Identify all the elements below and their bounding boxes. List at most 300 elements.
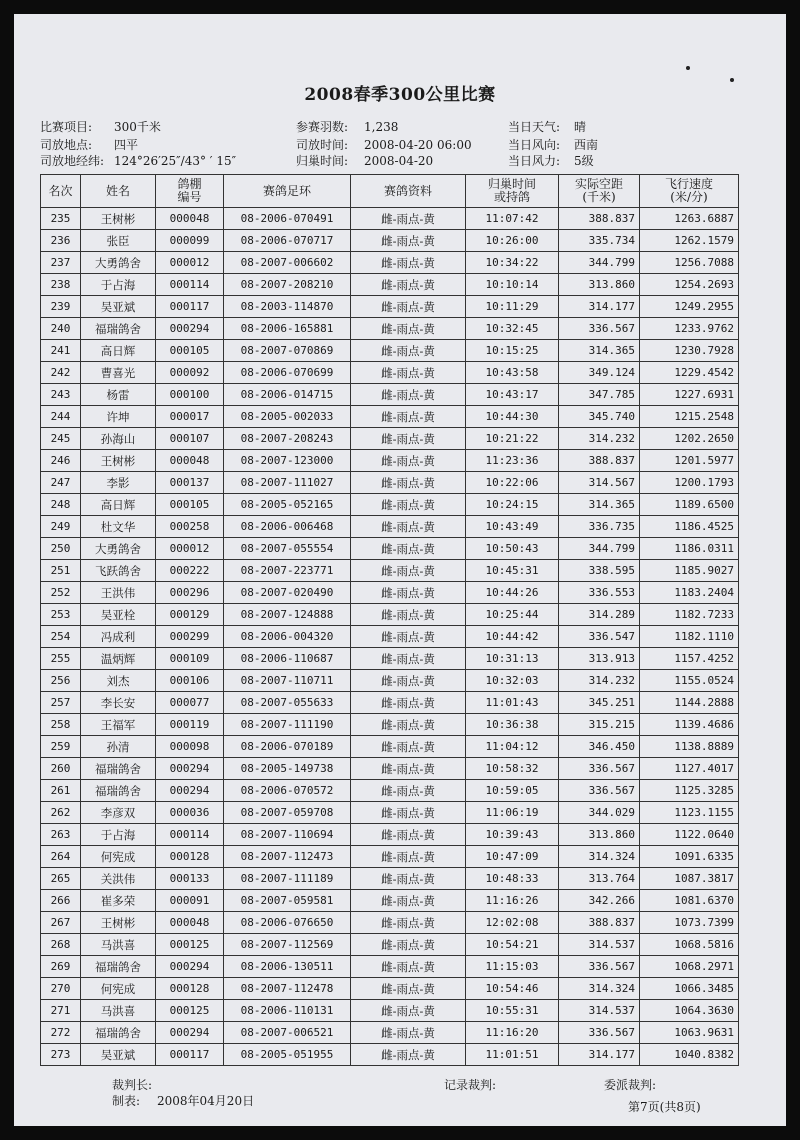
name-cell: 福瑞鸽舍	[81, 318, 156, 340]
info-value: 四平	[114, 138, 139, 152]
distance-cell: 314.289	[559, 604, 640, 626]
speed-cell: 1186.0311	[640, 538, 739, 560]
table-row	[41, 934, 739, 956]
arrival-time-cell: 11:01:51	[466, 1044, 559, 1066]
distance-cell: 336.735	[559, 516, 640, 538]
column-header: 赛鸽足环	[224, 175, 351, 208]
name-cell: 温炳辉	[81, 648, 156, 670]
name-cell: 飞跃鸽舍	[81, 560, 156, 582]
distance-cell: 344.799	[559, 252, 640, 274]
bird-info-cell: 雌-雨点-黄	[351, 384, 466, 406]
speed-cell: 1249.2955	[640, 296, 739, 318]
info-label: 归巢时间:	[296, 154, 349, 168]
loft-id-cell: 000128	[156, 846, 224, 868]
name-cell: 许坤	[81, 406, 156, 428]
loft-id-cell: 000109	[156, 648, 224, 670]
distance-cell: 336.567	[559, 1022, 640, 1044]
rank-cell: 235	[41, 208, 81, 230]
rank-cell: 262	[41, 802, 81, 824]
column-header: 实际空距 (千米)	[559, 175, 640, 208]
ring-cell: 08-2006-006468	[224, 516, 351, 538]
arrival-time-cell: 10:34:22	[466, 252, 559, 274]
name-cell: 王树彬	[81, 208, 156, 230]
speck-mark	[686, 66, 690, 70]
table-row	[41, 406, 739, 428]
arrival-time-cell: 10:24:15	[466, 494, 559, 516]
speed-cell: 1215.2548	[640, 406, 739, 428]
bird-info-cell: 雌-雨点-黄	[351, 604, 466, 626]
loft-id-cell: 000012	[156, 252, 224, 274]
info-label: 司放地经纬:	[40, 154, 105, 168]
speed-cell: 1068.2971	[640, 956, 739, 978]
arrival-time-cell: 10:43:17	[466, 384, 559, 406]
speed-cell: 1185.9027	[640, 560, 739, 582]
name-cell: 李长安	[81, 692, 156, 714]
bird-info-cell: 雌-雨点-黄	[351, 252, 466, 274]
table-row	[41, 648, 739, 670]
rank-cell: 238	[41, 274, 81, 296]
info-label: 司放时间:	[296, 138, 349, 152]
loft-id-cell: 000048	[156, 450, 224, 472]
ring-cell: 08-2007-006602	[224, 252, 351, 274]
distance-cell: 336.553	[559, 582, 640, 604]
arrival-time-cell: 10:54:46	[466, 978, 559, 1000]
rank-cell: 256	[41, 670, 81, 692]
ring-cell: 08-2006-014715	[224, 384, 351, 406]
loft-id-cell: 000092	[156, 362, 224, 384]
info-label: 参赛羽数:	[296, 120, 349, 134]
info-label: 当日天气:	[508, 120, 561, 134]
distance-cell: 344.799	[559, 538, 640, 560]
distance-cell: 314.232	[559, 670, 640, 692]
speed-cell: 1091.6335	[640, 846, 739, 868]
made-date: 2008年04月20日	[157, 1094, 255, 1108]
distance-cell: 314.232	[559, 428, 640, 450]
ring-cell: 08-2007-110711	[224, 670, 351, 692]
arrival-time-cell: 10:55:31	[466, 1000, 559, 1022]
table-row	[41, 846, 739, 868]
info-value: 2008-04-20 06:00	[364, 138, 472, 152]
arrival-time-cell: 10:11:29	[466, 296, 559, 318]
speed-cell: 1189.6500	[640, 494, 739, 516]
bird-info-cell: 雌-雨点-黄	[351, 890, 466, 912]
page-number: 第7页(共8页)	[628, 1100, 701, 1114]
arrival-time-cell: 11:16:26	[466, 890, 559, 912]
speed-cell: 1123.1155	[640, 802, 739, 824]
distance-cell: 313.860	[559, 274, 640, 296]
bird-info-cell: 雌-雨点-黄	[351, 934, 466, 956]
name-cell: 王洪伟	[81, 582, 156, 604]
table-body	[41, 208, 739, 1066]
ring-cell: 08-2006-070572	[224, 780, 351, 802]
distance-cell: 347.785	[559, 384, 640, 406]
info-value: 晴	[574, 120, 587, 134]
bird-info-cell: 雌-雨点-黄	[351, 450, 466, 472]
arrival-time-cell: 10:43:58	[466, 362, 559, 384]
distance-cell: 336.567	[559, 780, 640, 802]
column-header: 名次	[41, 175, 81, 208]
name-cell: 张臣	[81, 230, 156, 252]
distance-cell: 344.029	[559, 802, 640, 824]
arrival-time-cell: 11:07:42	[466, 208, 559, 230]
table-row	[41, 362, 739, 384]
speed-cell: 1087.3817	[640, 868, 739, 890]
table-row	[41, 252, 739, 274]
info-label: 当日风向:	[508, 138, 561, 152]
delegate-judge-label: 委派裁判:	[604, 1078, 657, 1092]
distance-cell: 314.567	[559, 472, 640, 494]
ring-cell: 08-2007-208210	[224, 274, 351, 296]
distance-cell: 338.595	[559, 560, 640, 582]
ring-cell: 08-2007-123000	[224, 450, 351, 472]
arrival-time-cell: 10:44:26	[466, 582, 559, 604]
table-row	[41, 1044, 739, 1066]
name-cell: 高日辉	[81, 340, 156, 362]
loft-id-cell: 000299	[156, 626, 224, 648]
arrival-time-cell: 10:21:22	[466, 428, 559, 450]
name-cell: 冯成利	[81, 626, 156, 648]
rank-cell: 241	[41, 340, 81, 362]
rank-cell: 261	[41, 780, 81, 802]
bird-info-cell: 雌-雨点-黄	[351, 428, 466, 450]
speed-cell: 1256.7088	[640, 252, 739, 274]
rank-cell: 258	[41, 714, 81, 736]
bird-info-cell: 雌-雨点-黄	[351, 670, 466, 692]
bird-info-cell: 雌-雨点-黄	[351, 538, 466, 560]
arrival-time-cell: 10:15:25	[466, 340, 559, 362]
rank-cell: 269	[41, 956, 81, 978]
rank-cell: 236	[41, 230, 81, 252]
bird-info-cell: 雌-雨点-黄	[351, 494, 466, 516]
name-cell: 吴亚栓	[81, 604, 156, 626]
table-row	[41, 824, 739, 846]
speed-cell: 1182.7233	[640, 604, 739, 626]
arrival-time-cell: 10:44:30	[466, 406, 559, 428]
name-cell: 吴亚斌	[81, 1044, 156, 1066]
bird-info-cell: 雌-雨点-黄	[351, 846, 466, 868]
rank-cell: 272	[41, 1022, 81, 1044]
name-cell: 孙海山	[81, 428, 156, 450]
distance-cell: 336.567	[559, 956, 640, 978]
ring-cell: 08-2007-111027	[224, 472, 351, 494]
arrival-time-cell: 10:39:43	[466, 824, 559, 846]
table-row	[41, 868, 739, 890]
rank-cell: 270	[41, 978, 81, 1000]
loft-id-cell: 000099	[156, 230, 224, 252]
arrival-time-cell: 10:32:45	[466, 318, 559, 340]
loft-id-cell: 000258	[156, 516, 224, 538]
table-row	[41, 956, 739, 978]
name-cell: 于占海	[81, 274, 156, 296]
bird-info-cell: 雌-雨点-黄	[351, 956, 466, 978]
table-row	[41, 296, 739, 318]
rank-cell: 242	[41, 362, 81, 384]
info-label: 比赛项目:	[40, 120, 93, 134]
rank-cell: 273	[41, 1044, 81, 1066]
arrival-time-cell: 10:31:13	[466, 648, 559, 670]
table-row	[41, 604, 739, 626]
speed-cell: 1182.1110	[640, 626, 739, 648]
name-cell: 杜文华	[81, 516, 156, 538]
speed-cell: 1200.1793	[640, 472, 739, 494]
arrival-time-cell: 10:10:14	[466, 274, 559, 296]
ring-cell: 08-2006-110131	[224, 1000, 351, 1022]
bird-info-cell: 雌-雨点-黄	[351, 516, 466, 538]
rank-cell: 260	[41, 758, 81, 780]
distance-cell: 314.324	[559, 846, 640, 868]
loft-id-cell: 000107	[156, 428, 224, 450]
table-row	[41, 384, 739, 406]
distance-cell: 314.537	[559, 934, 640, 956]
speed-cell: 1254.2693	[640, 274, 739, 296]
speed-cell: 1155.0524	[640, 670, 739, 692]
table-row	[41, 340, 739, 362]
ring-cell: 08-2007-208243	[224, 428, 351, 450]
loft-id-cell: 000091	[156, 890, 224, 912]
speed-cell: 1157.4252	[640, 648, 739, 670]
loft-id-cell: 000294	[156, 956, 224, 978]
name-cell: 福瑞鸽舍	[81, 780, 156, 802]
loft-id-cell: 000125	[156, 934, 224, 956]
rank-cell: 250	[41, 538, 81, 560]
bird-info-cell: 雌-雨点-黄	[351, 296, 466, 318]
loft-id-cell: 000048	[156, 912, 224, 934]
name-cell: 曹喜光	[81, 362, 156, 384]
table-row	[41, 1000, 739, 1022]
loft-id-cell: 000133	[156, 868, 224, 890]
distance-cell: 314.324	[559, 978, 640, 1000]
name-cell: 大勇鸽舍	[81, 252, 156, 274]
ring-cell: 08-2007-059708	[224, 802, 351, 824]
rank-cell: 271	[41, 1000, 81, 1022]
name-cell: 马洪喜	[81, 934, 156, 956]
loft-id-cell: 000294	[156, 780, 224, 802]
loft-id-cell: 000106	[156, 670, 224, 692]
name-cell: 李彦双	[81, 802, 156, 824]
arrival-time-cell: 10:43:49	[466, 516, 559, 538]
loft-id-cell: 000128	[156, 978, 224, 1000]
speed-cell: 1127.4017	[640, 758, 739, 780]
column-header: 姓名	[81, 175, 156, 208]
bird-info-cell: 雌-雨点-黄	[351, 560, 466, 582]
bird-info-cell: 雌-雨点-黄	[351, 714, 466, 736]
rank-cell: 268	[41, 934, 81, 956]
loft-id-cell: 000129	[156, 604, 224, 626]
name-cell: 杨雷	[81, 384, 156, 406]
table-row	[41, 912, 739, 934]
speed-cell: 1227.6931	[640, 384, 739, 406]
name-cell: 何宪成	[81, 846, 156, 868]
table-row	[41, 450, 739, 472]
distance-cell: 314.177	[559, 1044, 640, 1066]
arrival-time-cell: 10:58:32	[466, 758, 559, 780]
info-value: 124°26′25″/43° ′ 15″	[114, 154, 237, 168]
speed-cell: 1068.5816	[640, 934, 739, 956]
speed-cell: 1233.9762	[640, 318, 739, 340]
column-header: 鸽棚 编号	[156, 175, 224, 208]
distance-cell: 388.837	[559, 208, 640, 230]
rank-cell: 251	[41, 560, 81, 582]
distance-cell: 342.266	[559, 890, 640, 912]
speed-cell: 1081.6370	[640, 890, 739, 912]
speed-cell: 1138.8889	[640, 736, 739, 758]
ring-cell: 08-2007-111190	[224, 714, 351, 736]
speed-cell: 1144.2888	[640, 692, 739, 714]
table-row	[41, 714, 739, 736]
distance-cell: 346.450	[559, 736, 640, 758]
name-cell: 王树彬	[81, 450, 156, 472]
table-row	[41, 582, 739, 604]
speck-mark	[730, 78, 734, 82]
bird-info-cell: 雌-雨点-黄	[351, 802, 466, 824]
name-cell: 王福军	[81, 714, 156, 736]
loft-id-cell: 000294	[156, 318, 224, 340]
table-row	[41, 802, 739, 824]
document-sheet	[14, 14, 786, 1126]
speed-cell: 1125.3285	[640, 780, 739, 802]
loft-id-cell: 000012	[156, 538, 224, 560]
rank-cell: 264	[41, 846, 81, 868]
speed-cell: 1263.6887	[640, 208, 739, 230]
rank-cell: 259	[41, 736, 81, 758]
bird-info-cell: 雌-雨点-黄	[351, 824, 466, 846]
chief-judge-label: 裁判长:	[112, 1078, 153, 1092]
name-cell: 关洪伟	[81, 868, 156, 890]
info-label: 当日风力:	[508, 154, 561, 168]
bird-info-cell: 雌-雨点-黄	[351, 758, 466, 780]
bird-info-cell: 雌-雨点-黄	[351, 318, 466, 340]
results-table	[40, 174, 739, 1066]
info-value: 2008-04-20	[364, 154, 434, 168]
distance-cell: 313.764	[559, 868, 640, 890]
name-cell: 刘杰	[81, 670, 156, 692]
table-row	[41, 516, 739, 538]
speed-cell: 1073.7399	[640, 912, 739, 934]
ring-cell: 08-2007-124888	[224, 604, 351, 626]
distance-cell: 314.537	[559, 1000, 640, 1022]
distance-cell: 345.740	[559, 406, 640, 428]
rank-cell: 240	[41, 318, 81, 340]
table-header-row	[41, 175, 739, 208]
ring-cell: 08-2007-112478	[224, 978, 351, 1000]
arrival-time-cell: 10:45:31	[466, 560, 559, 582]
table-row	[41, 978, 739, 1000]
ring-cell: 08-2007-020490	[224, 582, 351, 604]
name-cell: 李影	[81, 472, 156, 494]
table-row	[41, 472, 739, 494]
column-header: 飞行速度 (米/分)	[640, 175, 739, 208]
speed-cell: 1202.2650	[640, 428, 739, 450]
table-row	[41, 274, 739, 296]
rank-cell: 255	[41, 648, 81, 670]
bird-info-cell: 雌-雨点-黄	[351, 406, 466, 428]
loft-id-cell: 000098	[156, 736, 224, 758]
rank-cell: 247	[41, 472, 81, 494]
bird-info-cell: 雌-雨点-黄	[351, 648, 466, 670]
table-row	[41, 890, 739, 912]
loft-id-cell: 000114	[156, 274, 224, 296]
name-cell: 马洪喜	[81, 1000, 156, 1022]
arrival-time-cell: 10:26:00	[466, 230, 559, 252]
bird-info-cell: 雌-雨点-黄	[351, 692, 466, 714]
name-cell: 吴亚斌	[81, 296, 156, 318]
arrival-time-cell: 11:06:19	[466, 802, 559, 824]
table-row	[41, 230, 739, 252]
ring-cell: 08-2007-006521	[224, 1022, 351, 1044]
name-cell: 福瑞鸽舍	[81, 956, 156, 978]
recorder-label: 记录裁判:	[444, 1078, 497, 1092]
speed-cell: 1040.8382	[640, 1044, 739, 1066]
bird-info-cell: 雌-雨点-黄	[351, 868, 466, 890]
table-row	[41, 758, 739, 780]
table-row	[41, 560, 739, 582]
loft-id-cell: 000294	[156, 758, 224, 780]
info-label: 司放地点:	[40, 138, 93, 152]
distance-cell: 314.365	[559, 494, 640, 516]
arrival-time-cell: 11:01:43	[466, 692, 559, 714]
name-cell: 福瑞鸽舍	[81, 758, 156, 780]
name-cell: 孙清	[81, 736, 156, 758]
loft-id-cell: 000105	[156, 340, 224, 362]
rank-cell: 257	[41, 692, 81, 714]
arrival-time-cell: 10:54:21	[466, 934, 559, 956]
loft-id-cell: 000137	[156, 472, 224, 494]
name-cell: 高日辉	[81, 494, 156, 516]
speed-cell: 1139.4686	[640, 714, 739, 736]
distance-cell: 336.567	[559, 318, 640, 340]
rank-cell: 266	[41, 890, 81, 912]
loft-id-cell: 000100	[156, 384, 224, 406]
table-row	[41, 1022, 739, 1044]
name-cell: 崔多荣	[81, 890, 156, 912]
ring-cell: 08-2007-055554	[224, 538, 351, 560]
ring-cell: 08-2006-130511	[224, 956, 351, 978]
speed-cell: 1229.4542	[640, 362, 739, 384]
ring-cell: 08-2006-070491	[224, 208, 351, 230]
bird-info-cell: 雌-雨点-黄	[351, 780, 466, 802]
arrival-time-cell: 11:04:12	[466, 736, 559, 758]
distance-cell: 313.860	[559, 824, 640, 846]
bird-info-cell: 雌-雨点-黄	[351, 736, 466, 758]
name-cell: 于占海	[81, 824, 156, 846]
column-header: 归巢时间 或持鸽	[466, 175, 559, 208]
distance-cell: 315.215	[559, 714, 640, 736]
bird-info-cell: 雌-雨点-黄	[351, 978, 466, 1000]
bird-info-cell: 雌-雨点-黄	[351, 1044, 466, 1066]
ring-cell: 08-2006-165881	[224, 318, 351, 340]
speed-cell: 1063.9631	[640, 1022, 739, 1044]
loft-id-cell: 000105	[156, 494, 224, 516]
made-by-label: 制表:	[112, 1094, 141, 1108]
info-value: 1,238	[364, 120, 399, 134]
bird-info-cell: 雌-雨点-黄	[351, 340, 466, 362]
ring-cell: 08-2005-051955	[224, 1044, 351, 1066]
speed-cell: 1066.3485	[640, 978, 739, 1000]
loft-id-cell: 000048	[156, 208, 224, 230]
rank-cell: 246	[41, 450, 81, 472]
ring-cell: 08-2007-055633	[224, 692, 351, 714]
loft-id-cell: 000222	[156, 560, 224, 582]
ring-cell: 08-2005-002033	[224, 406, 351, 428]
table-row	[41, 538, 739, 560]
table-row	[41, 692, 739, 714]
distance-cell: 388.837	[559, 912, 640, 934]
ring-cell: 08-2007-059581	[224, 890, 351, 912]
rank-cell: 265	[41, 868, 81, 890]
distance-cell: 314.177	[559, 296, 640, 318]
speed-cell: 1186.4525	[640, 516, 739, 538]
arrival-time-cell: 10:47:09	[466, 846, 559, 868]
